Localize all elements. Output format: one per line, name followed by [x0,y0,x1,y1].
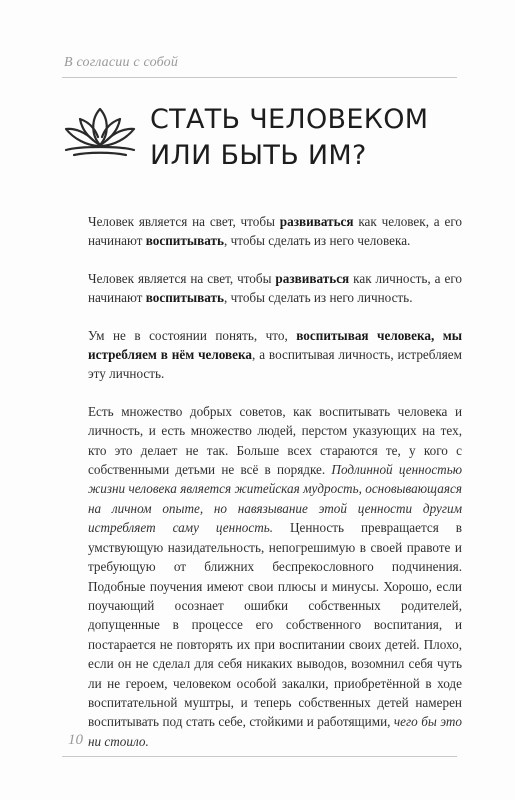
text-run: , чтобы сделать из него личность. [224,290,413,306]
running-head: В согласии с собой [64,55,179,70]
text-run-bold: воспитывать [145,233,225,249]
text-run-italic: Подлинной ценностью жизни человека является житейская мудрость, основывающаяся на личном опыте, но навязывание этой ценности другим истребляет саму ценность. [88,462,462,536]
chapter-title [150,102,428,174]
text-run-bold: развиваться [275,270,350,286]
text-run: Ум не в состоянии понять, что, [88,327,297,343]
paragraph [88,269,462,308]
paragraph [88,212,462,251]
page-number: 10 [68,732,83,748]
text-run-bold: развиваться [279,214,354,229]
text-run: Ценность превращается в умствующую назидательность, непогрешимую в своей правоте и требующую от ближних беспрекословного подчинения. Подобные поучения имеют свои плюсы и минусы. Хорошо, если поучающий осознает ошибки собственных родителей, допущенные в процессе его собственного воспитания, и постарается не повторять их при воспитании своих детей. Плохо, если он не сделал для себя никаких выводов, возомнил себя чуть ли не героем, человеком особой закалки, приобретённой в ходе воспитательной муштры, и теперь собственных детей намерен воспитывать под стать себе, стойкими и работящими, [88,520,462,730]
text-run-bold: воспитывать [145,290,225,306]
lotus-icon [60,103,140,159]
text-run-italic: чего бы это ни стоило. [88,714,462,749]
text-run: Есть множество добрых советов, как воспитывать человека и личность, и есть множество людей, перстом указующих на тех, кто это делает не так. Больше всех стараются те, у кого с собственными детьми не всё в порядке. [88,403,462,478]
text-run: Человек является на свет, чтобы [88,214,280,229]
paragraph [88,326,462,384]
paragraph [88,402,462,751]
text-run-bold: воспитывая человека, мы истребляем в нём человека [88,327,463,363]
chapter-title-line-2: ИЛИ БЫТЬ ИМ? [150,140,367,171]
header-divider [62,77,457,78]
text-run: как человек, а его начинают [88,214,462,249]
body-text [88,212,462,769]
text-run: Человек является на свет, чтобы [88,270,276,286]
text-run: , чтобы сделать из него человека. [224,233,411,249]
chapter-title-line-1: СТАТЬ ЧЕЛОВЕКОМ [150,104,429,135]
text-run: как личность, а его начинают [88,270,462,306]
footer-divider [62,756,457,757]
text-run: , а воспитывая личность, истребляем эту личность. [88,347,462,382]
